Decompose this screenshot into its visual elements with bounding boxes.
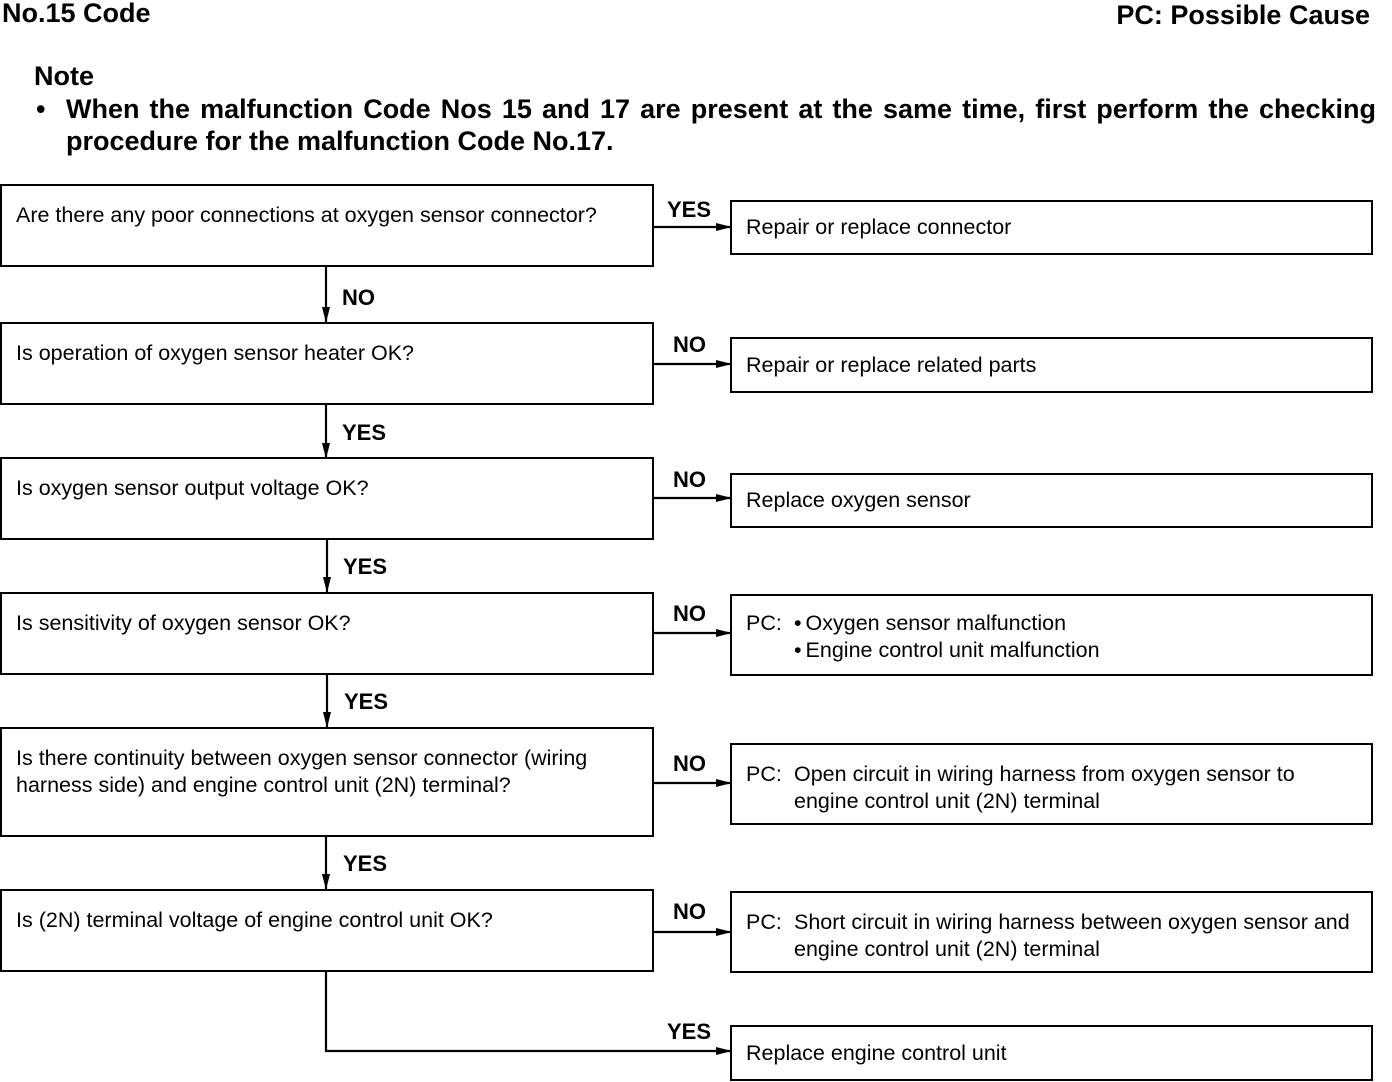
pc-label-5: PC: [746, 762, 782, 786]
branch-label-q3-down: YES [343, 554, 388, 579]
branch-label-q5-down: YES [343, 851, 388, 876]
note-bullet: • [36, 94, 46, 124]
question-box-1 [0, 184, 654, 267]
action-box-6 [730, 891, 1373, 973]
question-box-4 [0, 592, 654, 675]
pc-item: • Engine control unit malfunction [794, 637, 1357, 664]
branch-label-q2-right: NO [673, 332, 706, 357]
pc-list-4 [794, 610, 1357, 674]
pc-item: • Oxygen sensor malfunction [794, 610, 1357, 637]
note-text: When the malfunction Code Nos 15 and 17 are present at the same time, first perform the checking procedure for the malfunction Code No.17. [66, 94, 1376, 156]
question-text-1: Are there any poor connections at oxygen sensor connector? [16, 203, 597, 227]
branch-label-q6-final: YES [667, 1019, 712, 1044]
action-box-2 [730, 337, 1373, 393]
pc-label-6: PC: [746, 910, 782, 934]
question-box-6 [0, 889, 654, 972]
branch-label-q3-right: NO [673, 467, 706, 492]
action-box-5 [730, 743, 1373, 825]
action-box-7 [730, 1025, 1373, 1081]
branch-label-q2-down: YES [342, 420, 387, 445]
action-text-6: Short circuit in wiring harness between oxygen sensor and engine control unit (2N) terminal [794, 910, 1350, 961]
branch-label-q4-down: YES [344, 689, 389, 714]
question-text-4: Is sensitivity of oxygen sensor OK? [16, 611, 351, 635]
branch-label-q1-down: NO [342, 285, 375, 310]
code-title: No.15 Code [2, 0, 151, 28]
action-box-1 [730, 200, 1373, 255]
legend-title: PC: Possible Cause [1116, 0, 1370, 30]
pc-label-4: PC: [746, 611, 782, 635]
question-text-5: Is there continuity between oxygen sensor connector (wiring harness side) and engine control unit (2N) terminal? [16, 746, 588, 797]
question-box-5 [0, 727, 654, 837]
question-text-2: Is operation of oxygen sensor heater OK? [16, 341, 414, 365]
action-text-5: Open circuit in wiring harness from oxygen sensor to engine control unit (2N) terminal [794, 762, 1295, 813]
action-text-7: Replace engine control unit [746, 1040, 1007, 1065]
question-text-6: Is (2N) terminal voltage of engine control unit OK? [16, 908, 493, 932]
action-text-2: Repair or replace related parts [746, 352, 1037, 377]
action-text-3: Replace oxygen sensor [746, 488, 971, 512]
question-box-3 [0, 457, 654, 540]
branch-label-q5-right: NO [673, 751, 706, 776]
branch-label-q6-right: NO [673, 899, 706, 924]
action-text-1: Repair or replace connector [746, 215, 1012, 239]
action-box-3 [730, 473, 1373, 528]
question-box-2 [0, 322, 654, 405]
action-box-4 [730, 594, 1373, 676]
branch-label-q4-right: NO [673, 601, 706, 626]
question-text-3: Is oxygen sensor output voltage OK? [16, 476, 369, 500]
note-title: Note [34, 61, 94, 91]
branch-label-q1-right: YES [667, 197, 712, 222]
